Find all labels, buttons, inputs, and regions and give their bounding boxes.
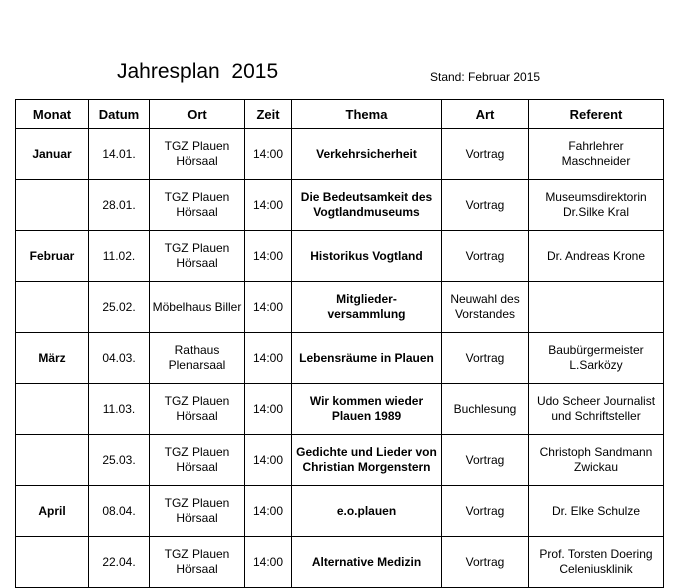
table-row <box>16 129 664 180</box>
column-header-referent: Referent <box>529 100 664 129</box>
cell-ort-line: TGZ Plauen <box>164 139 230 153</box>
document-title: Jahresplan 2015 <box>117 60 279 83</box>
cell-ort-line: Plenarsaal <box>168 358 226 372</box>
cell-art-line: Vortrag <box>465 350 505 365</box>
cell-referent <box>529 180 664 231</box>
cell-referent-line: Dr. Andreas Krone <box>546 248 646 263</box>
cell-thema <box>292 180 442 231</box>
cell-thema <box>292 384 442 435</box>
cell-thema <box>292 333 442 384</box>
column-header-ort: Ort <box>150 100 245 129</box>
cell-art-line: Vortrag <box>465 503 505 518</box>
cell-thema-line: Vogtlandmuseums <box>313 205 420 219</box>
cell-thema <box>292 231 442 282</box>
cell-thema-line: Wir kommen wieder <box>309 394 424 408</box>
cell-ort-line: TGZ Plauen <box>164 547 230 561</box>
cell-referent-line: Udo Scheer Journalist <box>536 394 656 408</box>
cell-referent <box>529 282 664 333</box>
cell-datum-line: 11.03. <box>102 401 136 416</box>
cell-ort-line: Hörsaal <box>176 562 218 576</box>
cell-datum <box>89 435 150 486</box>
cell-ort-line: TGZ Plauen <box>164 190 230 204</box>
column-header-art: Art <box>442 100 529 129</box>
cell-art-line: Vorstandes <box>454 307 516 321</box>
cell-zeit <box>245 384 292 435</box>
cell-thema <box>292 282 442 333</box>
cell-thema <box>292 537 442 588</box>
cell-referent-line: Zwickau <box>573 460 618 474</box>
cell-art <box>442 384 529 435</box>
cell-monat <box>16 282 89 333</box>
cell-ort-line: Hörsaal <box>176 205 218 219</box>
cell-art-line: Vortrag <box>465 452 505 467</box>
cell-referent <box>529 333 664 384</box>
cell-thema-line: Christian Morgenstern <box>302 460 431 474</box>
cell-ort-line: TGZ Plauen <box>164 241 230 255</box>
column-header-zeit: Zeit <box>245 100 292 129</box>
cell-thema-line: Lebensräume in Plauen <box>299 350 434 365</box>
cell-datum <box>89 384 150 435</box>
cell-zeit-line: 14:00 <box>252 503 284 518</box>
cell-zeit <box>245 231 292 282</box>
cell-referent-line: Prof. Torsten Doering <box>539 547 653 561</box>
column-header-datum: Datum <box>89 100 150 129</box>
cell-datum-line: 28.01. <box>102 197 136 212</box>
cell-ort <box>150 486 245 537</box>
cell-zeit <box>245 333 292 384</box>
cell-datum-line: 25.03. <box>102 452 136 467</box>
cell-ort <box>150 333 245 384</box>
cell-thema <box>292 486 442 537</box>
cell-datum <box>89 180 150 231</box>
stand-date: Stand: Februar 2015 <box>430 70 541 84</box>
cell-datum-line: 04.03. <box>102 350 136 365</box>
cell-referent-line: Fahrlehrer <box>568 139 624 153</box>
cell-monat <box>16 486 89 537</box>
cell-art <box>442 282 529 333</box>
cell-ort-line: Hörsaal <box>176 154 218 168</box>
cell-referent-line: Baubürgermeister <box>548 343 644 357</box>
cell-referent-line: Celeniusklinik <box>559 562 633 576</box>
cell-referent-line: Dr.Silke Kral <box>562 205 630 219</box>
cell-referent <box>529 129 664 180</box>
table-row <box>16 384 664 435</box>
cell-zeit-line: 14:00 <box>252 299 284 314</box>
cell-ort-line: TGZ Plauen <box>164 445 230 459</box>
cell-referent <box>529 231 664 282</box>
cell-referent-line: Christoph Sandmann <box>539 445 653 459</box>
cell-art-line: Vortrag <box>465 197 505 212</box>
table-row <box>16 231 664 282</box>
cell-ort-line: TGZ Plauen <box>164 496 230 510</box>
cell-art-line: Vortrag <box>465 554 505 569</box>
cell-thema-line: Gedichte und Lieder von <box>296 445 437 459</box>
cell-datum <box>89 282 150 333</box>
cell-art-line: Neuwahl des <box>450 292 520 306</box>
table-row <box>16 180 664 231</box>
cell-monat <box>16 537 89 588</box>
cell-datum <box>89 333 150 384</box>
cell-thema-line: Verkehrsicherheit <box>316 146 417 161</box>
cell-thema-line: Die Bedeutsamkeit des <box>300 190 433 204</box>
cell-ort <box>150 180 245 231</box>
cell-datum-line: 22.04. <box>102 554 136 569</box>
cell-ort-line: Möbelhaus Biller <box>152 299 242 314</box>
cell-referent <box>529 537 664 588</box>
cell-monat-line: April <box>38 503 66 518</box>
schedule-body <box>16 129 664 588</box>
cell-zeit <box>245 435 292 486</box>
cell-ort-line: Hörsaal <box>176 409 218 423</box>
cell-datum-line: 11.02. <box>102 248 136 263</box>
cell-thema-line: Mitglieder- <box>336 292 397 306</box>
cell-monat-line: Februar <box>29 248 75 263</box>
cell-art <box>442 537 529 588</box>
cell-ort-line: TGZ Plauen <box>164 394 230 408</box>
cell-ort <box>150 129 245 180</box>
cell-datum <box>89 129 150 180</box>
cell-datum-line: 14.01. <box>102 146 136 161</box>
cell-art <box>442 180 529 231</box>
cell-thema-line: e.o.plauen <box>336 503 397 518</box>
cell-monat <box>16 180 89 231</box>
cell-ort <box>150 282 245 333</box>
cell-zeit-line: 14:00 <box>252 401 284 416</box>
cell-monat-line: Januar <box>32 146 72 161</box>
cell-thema-line: Historikus Vogtland <box>310 248 423 263</box>
cell-referent <box>529 486 664 537</box>
cell-referent-line: und Schriftsteller <box>551 409 641 423</box>
cell-thema-line: versammlung <box>327 307 406 321</box>
cell-ort <box>150 384 245 435</box>
cell-ort-line: Hörsaal <box>176 256 218 270</box>
cell-zeit-line: 14:00 <box>252 146 284 161</box>
table-row <box>16 537 664 588</box>
cell-datum <box>89 231 150 282</box>
cell-monat <box>16 333 89 384</box>
cell-datum-line: 25.02. <box>102 299 136 314</box>
cell-referent <box>529 435 664 486</box>
column-header-monat: Monat <box>16 100 89 129</box>
cell-ort <box>150 435 245 486</box>
cell-ort <box>150 537 245 588</box>
cell-monat <box>16 129 89 180</box>
cell-datum <box>89 486 150 537</box>
column-header-thema: Thema <box>292 100 442 129</box>
cell-art <box>442 129 529 180</box>
cell-monat <box>16 231 89 282</box>
cell-zeit-line: 14:00 <box>252 452 284 467</box>
table-row <box>16 333 664 384</box>
cell-thema <box>292 129 442 180</box>
cell-zeit <box>245 282 292 333</box>
cell-zeit <box>245 180 292 231</box>
cell-ort-line: Hörsaal <box>176 460 218 474</box>
cell-monat <box>16 435 89 486</box>
cell-ort-line: Rathaus <box>174 343 220 357</box>
cell-thema <box>292 435 442 486</box>
cell-thema-line: Plauen 1989 <box>331 409 402 423</box>
table-row <box>16 435 664 486</box>
cell-zeit-line: 14:00 <box>252 350 284 365</box>
cell-zeit-line: 14:00 <box>252 554 284 569</box>
cell-referent-line: L.Sarközy <box>569 358 623 372</box>
cell-zeit-line: 14:00 <box>252 248 284 263</box>
cell-art <box>442 333 529 384</box>
cell-zeit <box>245 486 292 537</box>
schedule-table <box>15 99 664 588</box>
cell-zeit <box>245 129 292 180</box>
cell-ort <box>150 231 245 282</box>
cell-thema-line: Alternative Medizin <box>311 554 422 569</box>
cell-art-line: Vortrag <box>465 248 505 263</box>
table-row <box>16 282 664 333</box>
cell-art <box>442 231 529 282</box>
header-row <box>16 100 664 129</box>
cell-ort-line: Hörsaal <box>176 511 218 525</box>
cell-datum-line: 08.04. <box>102 503 136 518</box>
cell-referent-line: Maschneider <box>561 154 631 168</box>
cell-monat-line: März <box>38 350 66 365</box>
cell-referent-line: Museumsdirektorin <box>545 190 647 204</box>
cell-art-line: Buchlesung <box>453 401 517 416</box>
cell-art <box>442 486 529 537</box>
table-row <box>16 486 664 537</box>
cell-art <box>442 435 529 486</box>
cell-referent <box>529 384 664 435</box>
cell-referent-line: Dr. Elke Schulze <box>551 503 641 518</box>
cell-zeit <box>245 537 292 588</box>
cell-zeit-line: 14:00 <box>252 197 284 212</box>
cell-datum <box>89 537 150 588</box>
cell-monat <box>16 384 89 435</box>
cell-art-line: Vortrag <box>465 146 505 161</box>
